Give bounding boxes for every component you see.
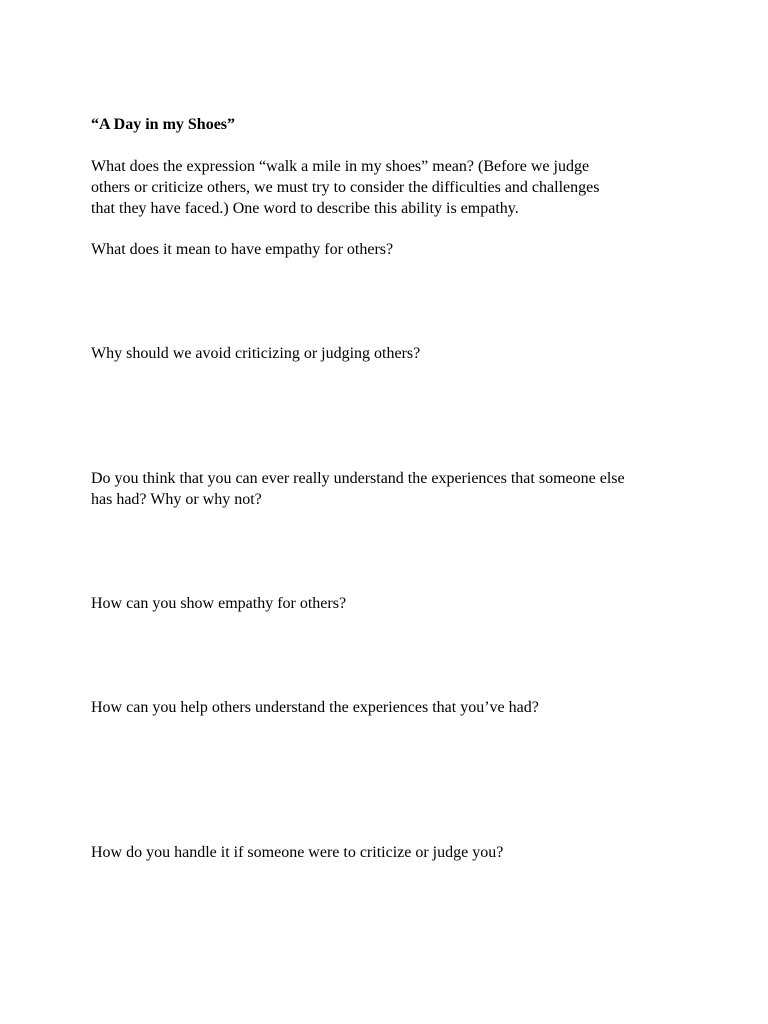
intro-line: that they have faced.) One word to describe this ability is empathy. xyxy=(91,200,519,217)
question-1 xyxy=(91,239,691,260)
question-line: has had? Why or why not? xyxy=(91,491,262,508)
question-2 xyxy=(91,343,691,364)
question-5 xyxy=(91,697,691,718)
question-6 xyxy=(91,842,691,863)
intro-line: What does the expression “walk a mile in my shoes” mean? (Before we judge xyxy=(91,158,590,175)
question-line: What does it mean to have empathy for others? xyxy=(91,241,394,258)
question-line: How do you handle it if someone were to criticize or judge you? xyxy=(91,844,504,861)
question-3 xyxy=(91,468,691,510)
question-line: Why should we avoid criticizing or judging others? xyxy=(91,345,421,362)
question-line: How can you help others understand the experiences that you’ve had? xyxy=(91,699,539,716)
question-line: How can you show empathy for others? xyxy=(91,595,347,612)
document-title: “A Day in my Shoes” xyxy=(91,116,236,133)
question-4 xyxy=(91,593,691,614)
intro-line: others or criticize others, we must try to consider the difficulties and challenges xyxy=(91,179,600,196)
question-line: Do you think that you can ever really understand the experiences that someone else xyxy=(91,470,625,487)
intro-paragraph xyxy=(91,156,691,219)
